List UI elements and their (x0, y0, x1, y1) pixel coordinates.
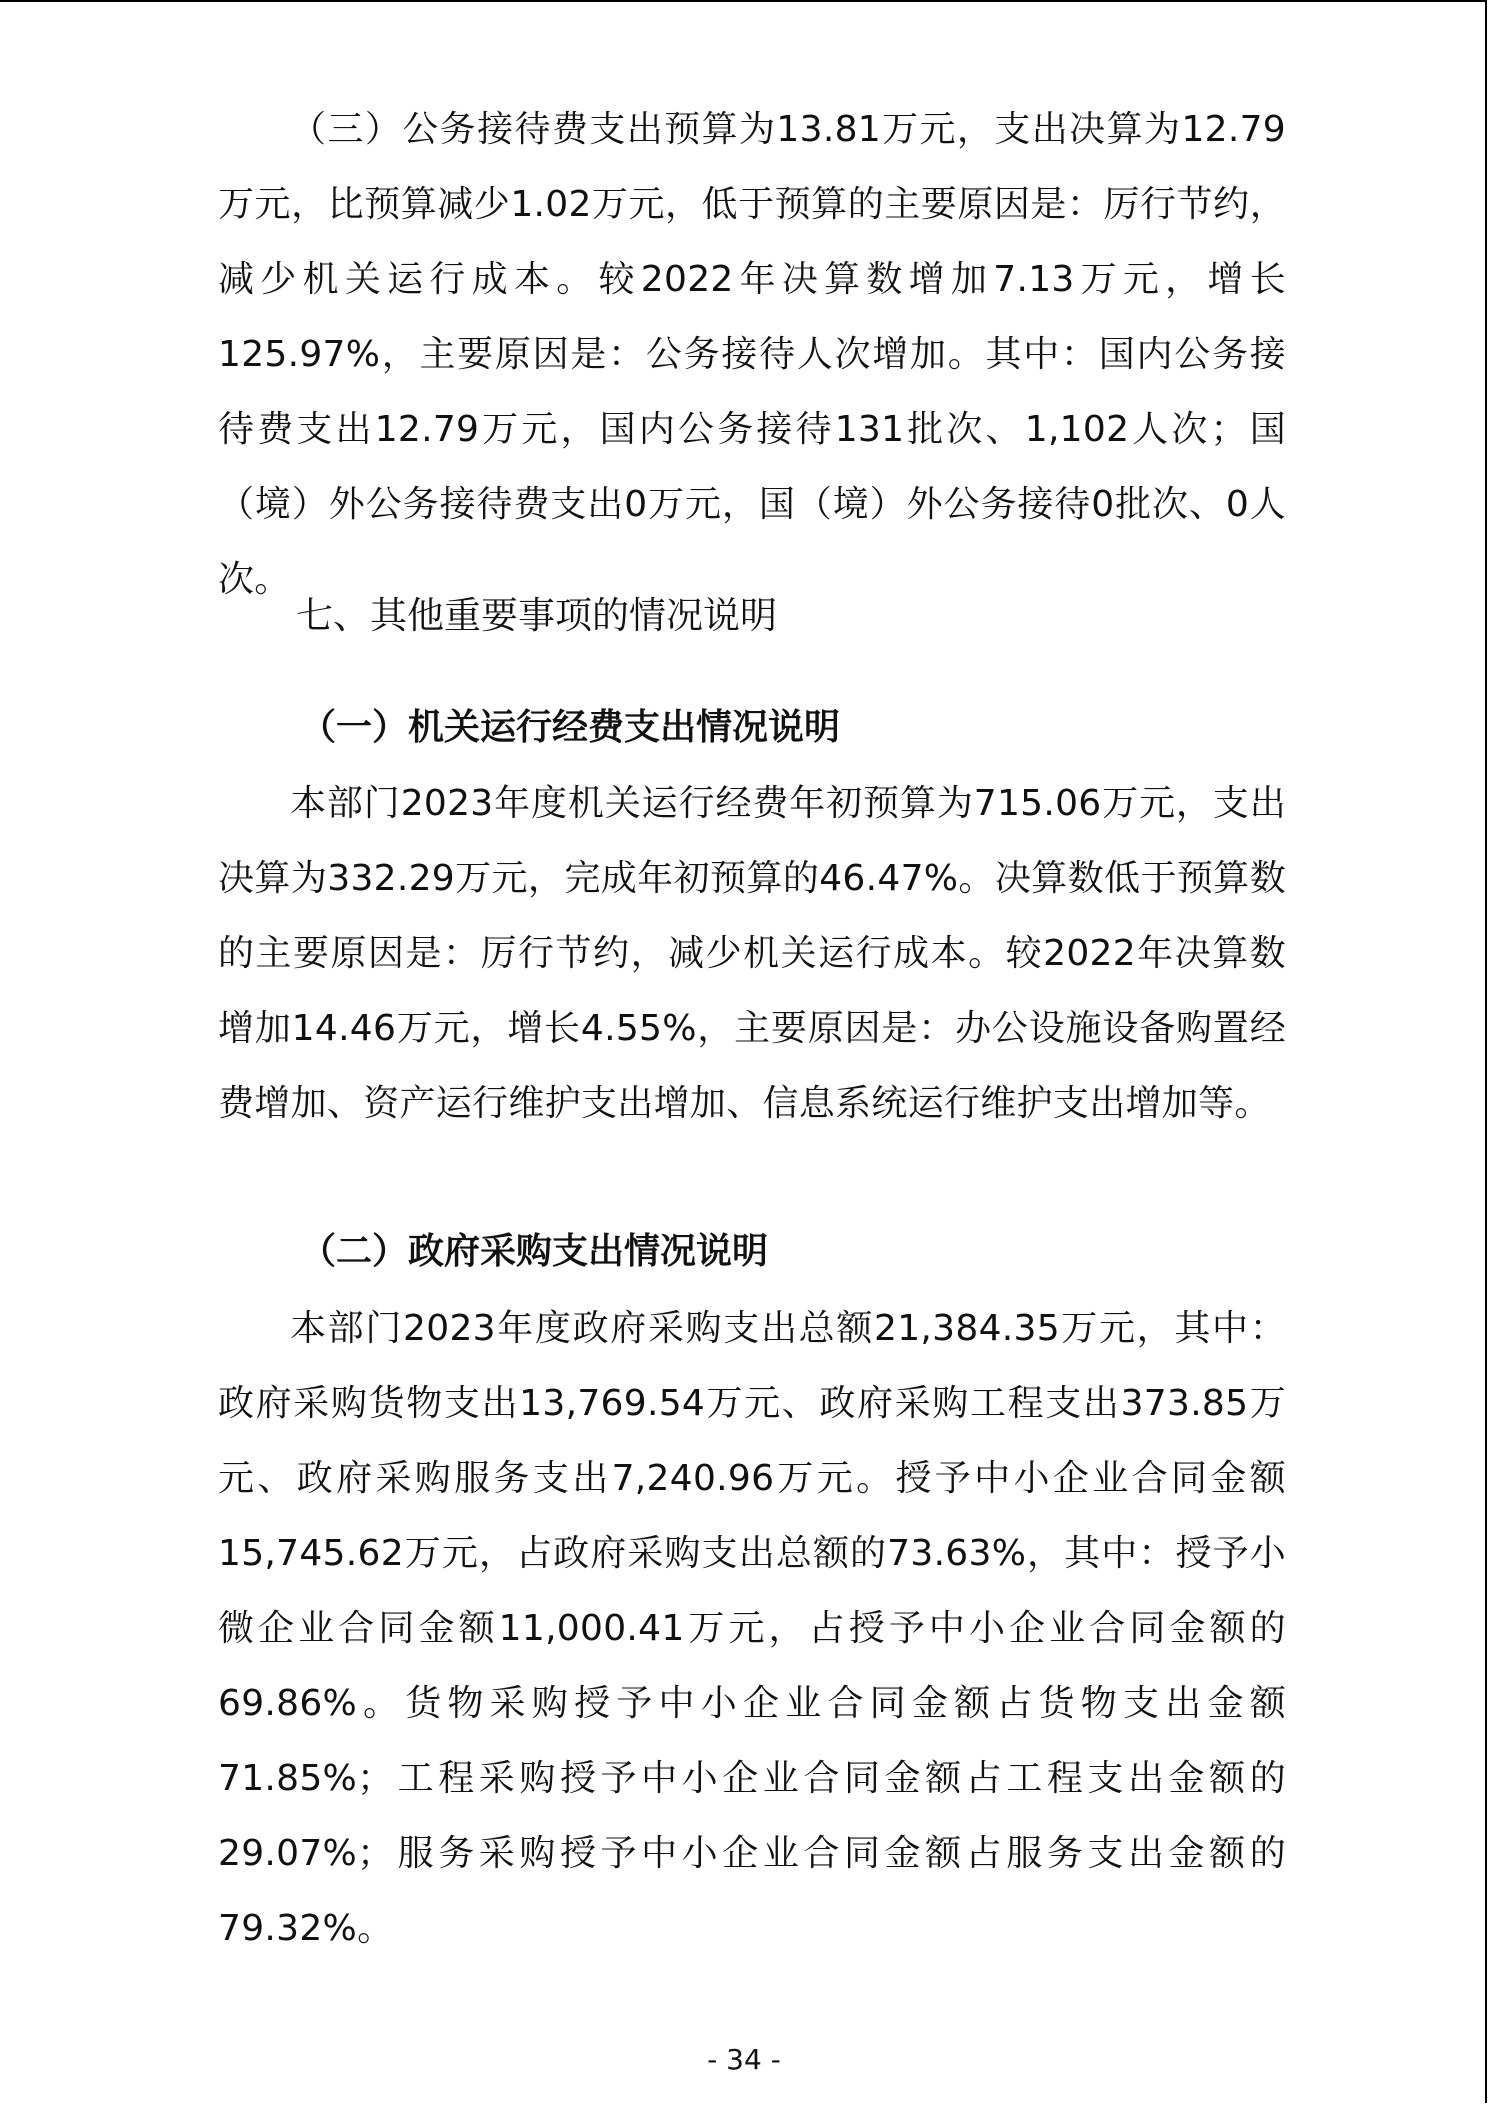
section-title: 七、其他重要事项的情况说明 (296, 594, 777, 637)
subsection-title-procurement: （二）政府采购支出情况说明 (300, 1231, 769, 1272)
paragraph-hospitality-expense: （三）公务接待费支出预算为13.81万元，支出决算为12.79万元，比预算减少1.02万元，低于预算的主要原因是：厉行节约，减少机关运行成本。较2022年决算数增加7.13万元，增长125.97%，主要原因是：公务接待人次增加。其中：国内公务接待费支出12.79万元，国内公务接待131批次、1,102人次；国（境）外公务接待费支出0万元，国（境）外公务接待0批次、0人次。 (218, 109, 1286, 600)
paragraph-procurement: 本部门2023年度政府采购支出总额21,384.35万元，其中：政府采购货物支出13,769.54万元、政府采购工程支出373.85万元、政府采购服务支出7,240.96万元。授予中小企业合同金额15,745.62万元，占政府采购支出总额的73.63%，其中：授予小微企业合同金额11,000.41万元，占授予中小企业合同金额的69.86%。货物采购授予中小企业合同金额占货物支出金额71.85%；工程采购授予中小企业合同金额占工程支出金额的29.07%；服务采购授予中小企业合同金额占服务支出金额的79.32%。 (218, 1308, 1286, 1949)
paragraph-operating-expenses: 本部门2023年度机关运行经费年初预算为715.06万元，支出决算为332.29万元，完成年初预算的46.47%。决算数低于预算数的主要原因是：厉行节约，减少机关运行成本。较2022年决算数增加14.46万元，增长4.55%，主要原因是：办公设施设备购置经费增加、资产运行维护支出增加、信息系统运行维护支出增加等。 (218, 783, 1286, 1124)
page-number: - 34 - (707, 2043, 781, 2076)
subsection-title-operating-expenses: （一）机关运行经费支出情况说明 (300, 707, 841, 748)
